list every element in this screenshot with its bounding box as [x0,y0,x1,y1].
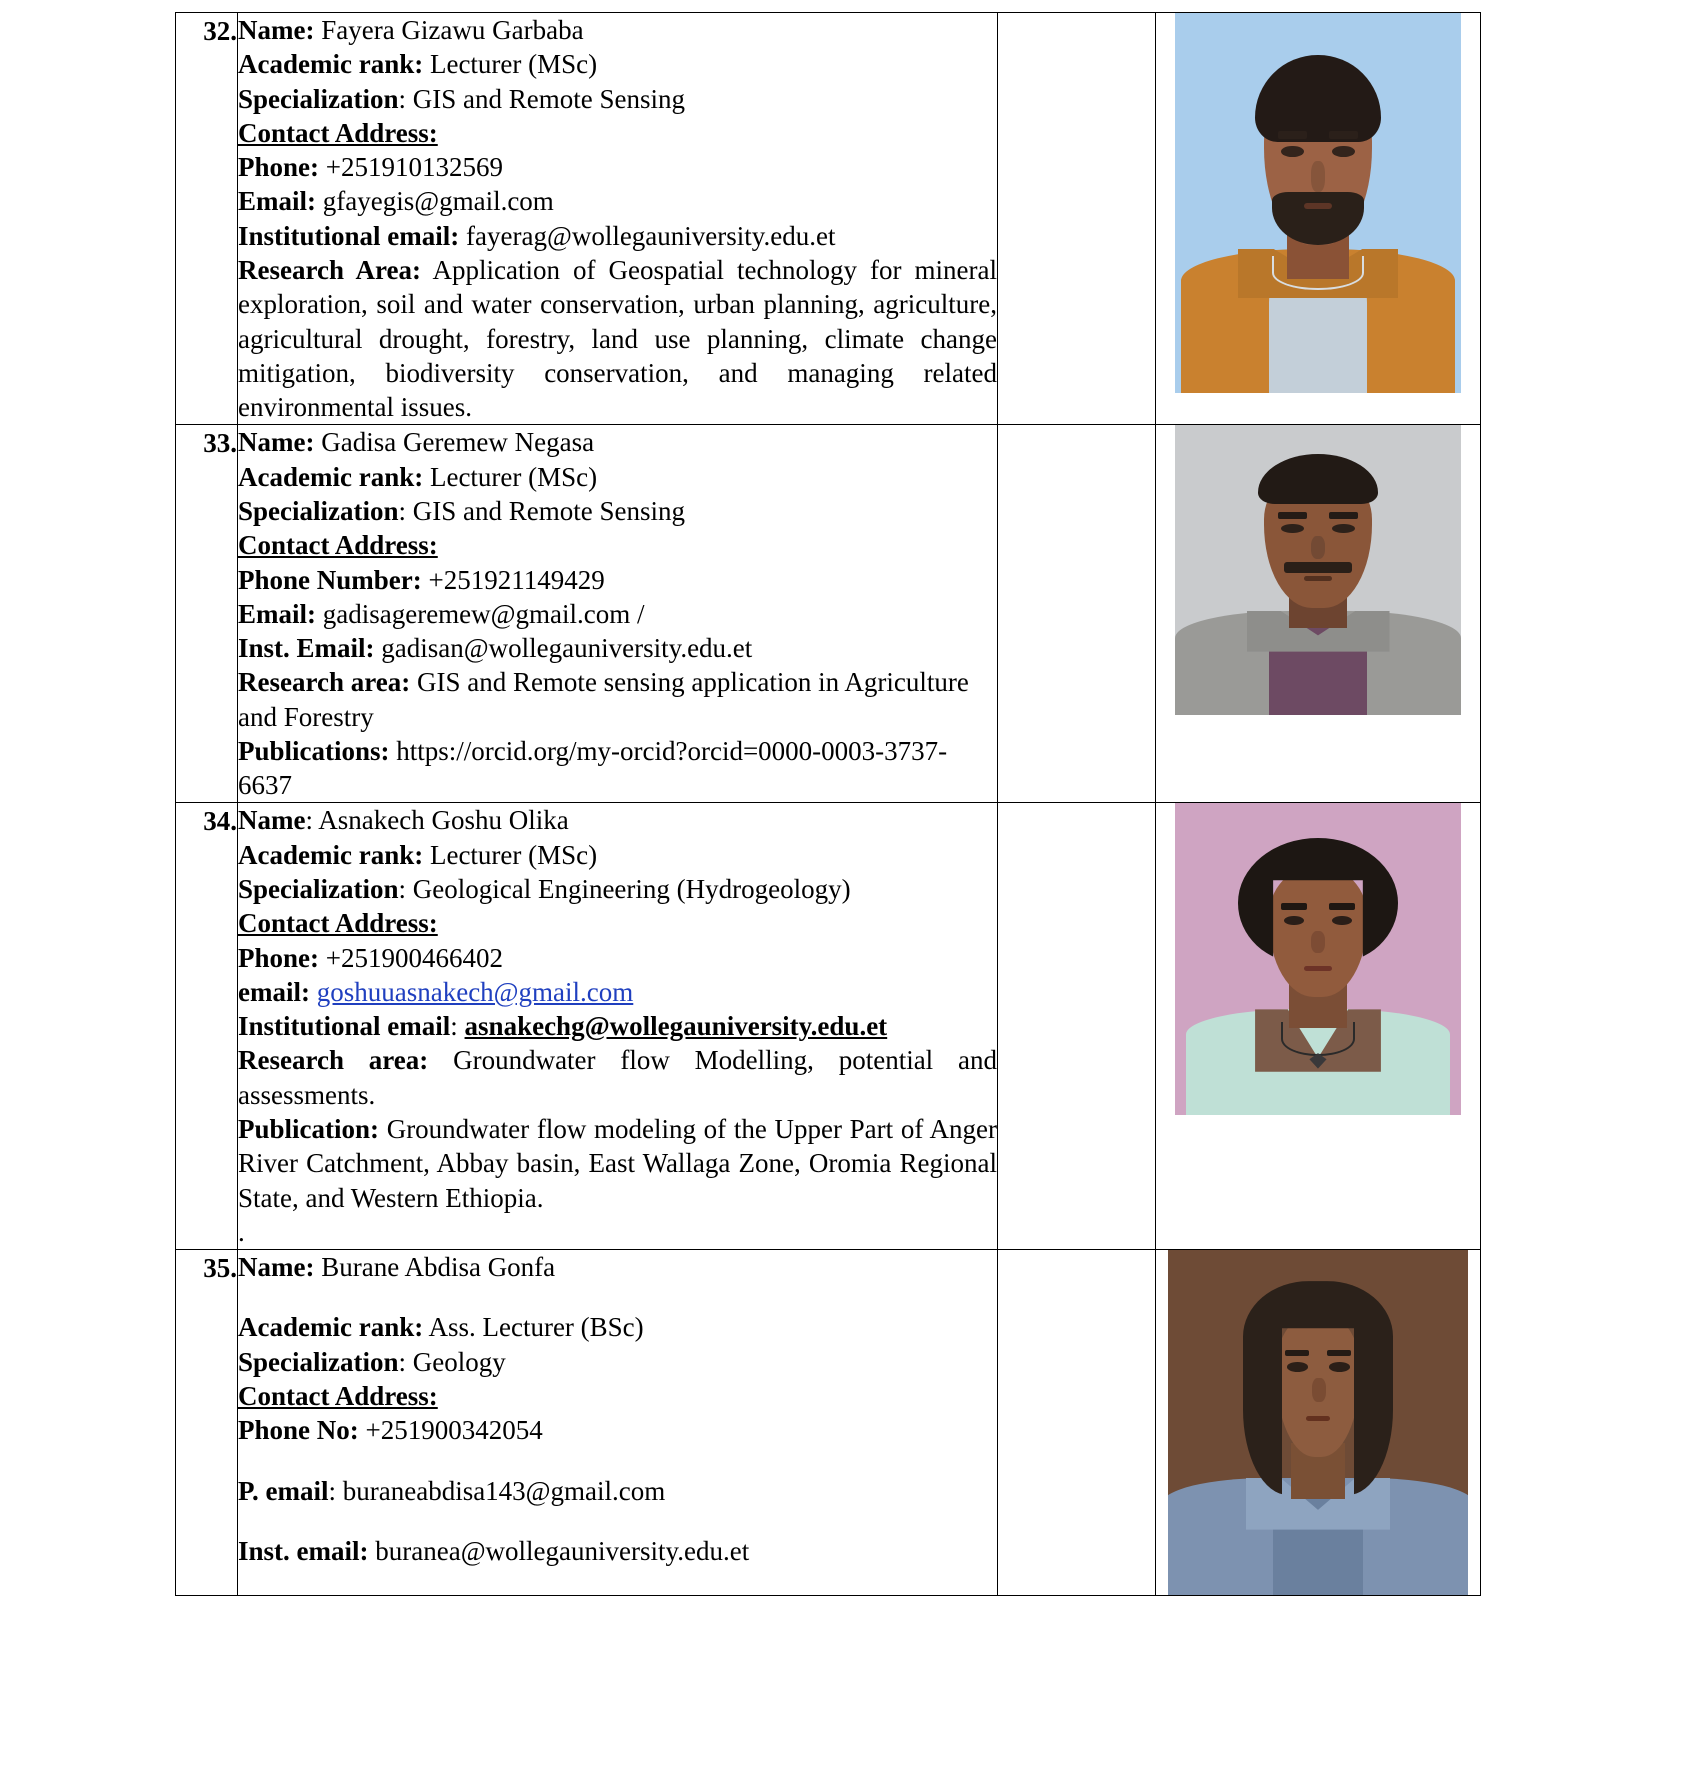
field-value: Lecturer (MSc) [423,839,598,870]
photo-cell [1156,425,1481,803]
row-number: 34. [176,803,238,1250]
nose-shape [1311,536,1325,559]
field-value: : Asnakech Goshu Olika [305,805,569,836]
profile-details-33 [238,425,998,803]
eye-left-shape [1281,524,1304,533]
field-value: : GIS and Remote Sensing [398,495,685,526]
field-phone [238,150,997,184]
spacer-column [998,425,1156,803]
field-value: buranea@wollegauniversity.edu.et [368,1535,750,1566]
photo-cell [1156,803,1481,1250]
field-value: +251900342054 [358,1415,543,1446]
field-value: Groundwater flow Modelling, potential and assessments. [238,1045,997,1110]
field-label: Contact Address: [238,117,438,148]
field-name [238,1250,997,1284]
field-email [238,597,997,631]
email-hyperlink[interactable]: goshuuasnakech@gmail.com [316,976,634,1007]
field-label: Contact Address: [238,908,438,939]
spacer-column [998,1250,1156,1596]
row-number: 32. [176,13,238,425]
nose-shape [1311,161,1325,191]
field-name [238,425,997,459]
field-label: Contact Address: [238,530,438,561]
table-row [176,1250,1481,1596]
field-research-area [238,665,997,734]
field-label: Email: [238,186,316,217]
trailing-dot: . [238,1216,245,1247]
paragraph-spacer [238,1508,997,1534]
field-contact-address-heading [238,906,997,940]
field-label: Phone No: [238,1415,359,1446]
field-label: P. email [238,1475,329,1506]
row-number: 35. [176,1250,238,1596]
field-value: https://orcid.org/my-orcid?orcid=0000-0003-3737-6637 [238,735,948,801]
mouth-shape [1304,576,1333,581]
table-row [176,13,1481,425]
field-label: Specialization [238,874,399,905]
field-value: gfayegis@gmail.com [316,186,554,217]
field-specialization [238,1345,997,1379]
field-separator: : [450,1011,465,1042]
field-value: Fayera Gizawu Garbaba [314,15,584,45]
mouth-shape [1304,203,1333,209]
field-label: Research area: [238,667,411,698]
paragraph-spacer [238,1284,997,1310]
field-specialization [238,82,997,116]
field-value: : Geology [398,1346,506,1377]
field-value: Application of Geospatial technology for mineral exploration, soil and water conservation, urban planning, agriculture, agricultural drought, forestry, land use planning, climate change mitigation, biodiversity conservation, and managing related environmental issues. [238,254,997,423]
nose-shape [1312,1378,1326,1402]
field-name [238,803,997,837]
field-research-area [238,1043,997,1112]
field-phone [238,1413,997,1447]
field-value: Lecturer (MSc) [423,49,598,80]
field-label: Specialization [238,495,399,526]
field-publications [238,734,997,803]
moustache-shape [1284,562,1353,574]
staff-profile-table [175,12,1481,1596]
field-contact-address-heading [238,116,997,150]
field-label: Name: [238,15,315,45]
field-institutional-email [238,219,997,253]
field-value: : GIS and Remote Sensing [398,83,685,114]
field-value: Lecturer (MSc) [423,461,598,492]
field-label: Academic rank: [238,461,424,492]
field-label: Phone: [238,152,319,183]
field-label: Contact Address: [238,1380,438,1411]
eye-right-shape [1329,1362,1350,1372]
field-specialization [238,494,997,528]
portrait-photo-32 [1175,13,1461,393]
photo-cell [1156,1250,1481,1596]
eye-left-shape [1287,1362,1308,1372]
field-institutional-email [238,1009,997,1043]
field-contact-address-heading [238,1379,997,1413]
field-label: Specialization [238,83,399,114]
field-label: Research area: [238,1045,429,1076]
field-personal-email [238,1474,997,1508]
field-publication [238,1112,997,1215]
field-phone [238,563,997,597]
field-value: : buraneabdisa143@gmail.com [328,1475,666,1506]
eyebrow-right-shape [1329,903,1355,909]
eyebrow-left-shape [1278,512,1307,519]
field-research-area [238,253,997,424]
field-value: +251900466402 [319,942,503,973]
field-phone [238,941,997,975]
eyebrow-right-shape [1329,512,1358,519]
field-label: Name [238,805,306,836]
eyebrow-left-shape [1278,131,1307,139]
field-value: GIS and Remote sensing application in Agriculture and Forestry [238,667,969,732]
field-label: Academic rank: [238,1312,424,1343]
field-value: Gadisa Geremew Negasa [314,427,595,458]
field-value: gadisan@wollegauniversity.edu.et [374,633,753,664]
portrait-photo-33 [1175,425,1461,715]
field-label: email: [238,976,310,1007]
field-academic-rank [238,838,997,872]
field-value: fayerag@wollegauniversity.edu.et [459,220,836,251]
field-label: Academic rank: [238,49,424,80]
field-email [238,184,997,218]
field-label: Name: [238,427,315,458]
photo-cell [1156,13,1481,425]
institutional-email-value: asnakechg@wollegauniversity.edu.et [464,1011,888,1042]
field-label: Inst. email: [238,1535,369,1566]
profile-details-32 [238,13,998,425]
eyebrow-right-shape [1329,131,1358,139]
field-value: Ass. Lecturer (BSc) [423,1312,644,1343]
eyebrow-left-shape [1285,1350,1309,1356]
nose-shape [1311,931,1325,953]
eyebrow-left-shape [1281,903,1307,909]
field-value: Groundwater flow modeling of the Upper Part of Anger River Catchment, Abbay basin, East Wallaga Zone, Oromia Regional State, and Western Ethiopia. [238,1114,997,1213]
table-row [176,425,1481,803]
mouth-shape [1304,966,1333,972]
field-value: +251921149429 [421,564,605,595]
necklace-shape [1281,1022,1355,1056]
spacer-column [998,13,1156,425]
profile-details-34 [238,803,998,1250]
field-label: Name: [238,1252,315,1283]
table-row [176,803,1481,1250]
field-academic-rank [238,47,997,81]
hair-shape [1255,55,1381,142]
field-label: Publication: [238,1114,380,1144]
spacer-column [998,803,1156,1250]
field-email [238,975,997,1009]
field-specialization [238,872,997,906]
field-value: gadisageremew@gmail.com / [316,598,645,629]
eyebrow-right-shape [1327,1350,1351,1356]
field-institutional-email [238,631,997,665]
field-name [238,13,997,47]
profile-details-35 [238,1250,998,1596]
paragraph-spacer [238,1448,997,1474]
field-academic-rank [238,460,997,494]
field-label: Phone: [238,942,319,973]
field-label: Publications: [238,735,390,766]
field-value: Burane Abdisa Gonfa [314,1252,556,1283]
portrait-photo-35 [1168,1250,1468,1595]
field-label: Specialization [238,1346,399,1377]
portrait-photo-34 [1175,803,1461,1115]
eye-left-shape [1284,916,1304,925]
field-label: Institutional email: [238,220,460,251]
field-label: Inst. Email: [238,633,375,664]
field-label: Research Area: [238,254,421,285]
field-value: +251910132569 [319,152,503,183]
row-number: 33. [176,425,238,803]
field-label: Email: [238,598,316,629]
field-academic-rank [238,1310,997,1344]
field-contact-address-heading [238,528,997,562]
hair-shape [1258,454,1378,503]
field-label: Institutional email [238,1011,451,1042]
field-label: Academic rank: [238,839,424,870]
mouth-shape [1306,1416,1330,1422]
field-value: : Geological Engineering (Hydrogeology) [398,874,851,905]
field-institutional-email [238,1534,997,1568]
field-label: Phone Number: [238,564,422,595]
